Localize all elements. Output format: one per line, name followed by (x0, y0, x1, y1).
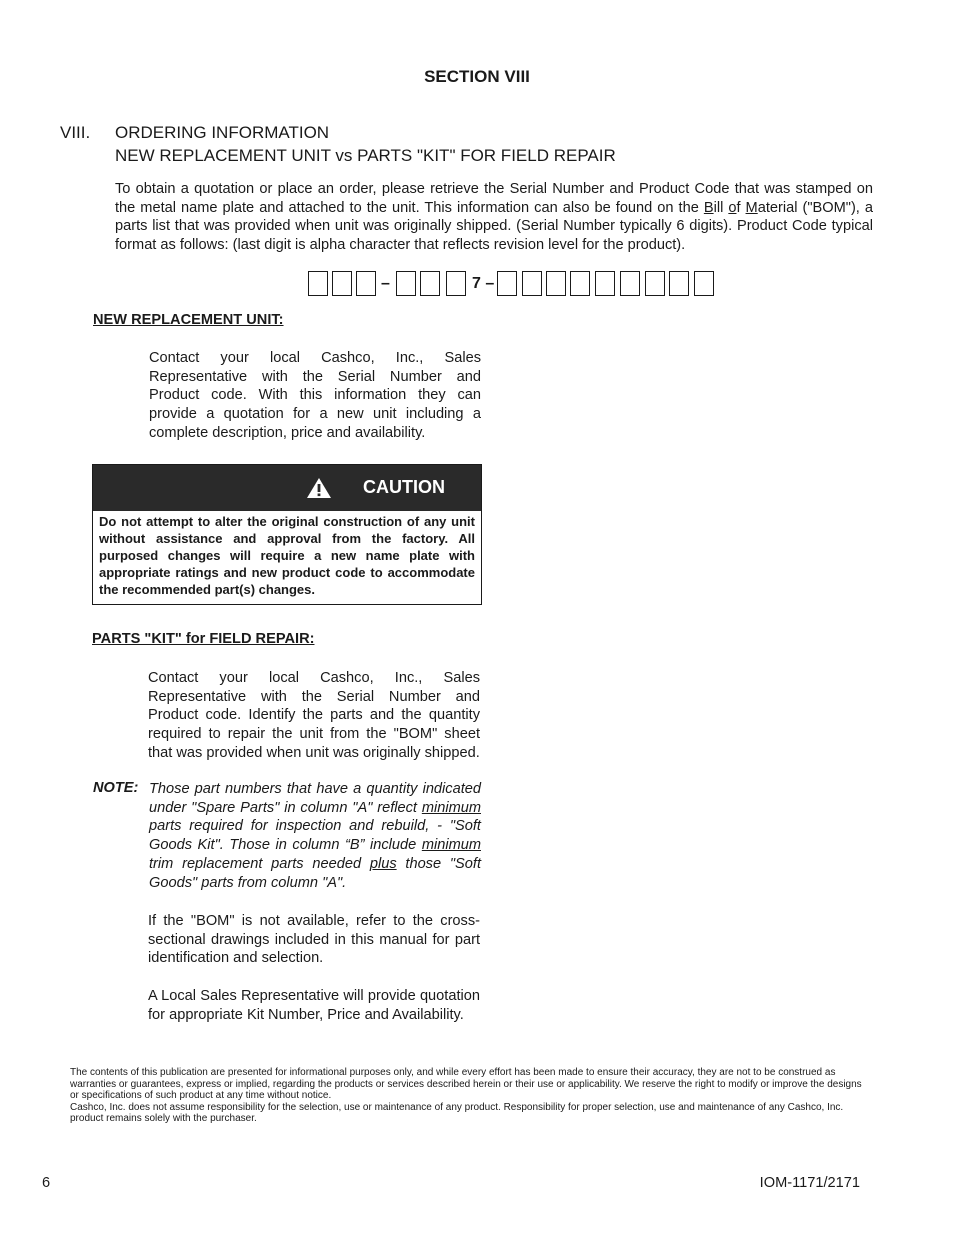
code-box (332, 271, 352, 296)
note-text-3: trim replacement parts needed (149, 855, 370, 872)
code-box (308, 271, 328, 296)
section-title: SECTION VIII (424, 67, 530, 86)
code-dash: – (381, 275, 390, 292)
note-label: NOTE: (93, 780, 139, 796)
code-box (620, 271, 640, 296)
new-unit-paragraph: Contact your local Cashco, Inc., Sales Representative with the Serial Number and Product code. With this information they can provide a quotation for a new unit including a complete description, price and availability. (149, 350, 481, 441)
section-number: VIII. (60, 123, 91, 142)
note-minimum-2: minimum (421, 837, 481, 854)
note-text-1: Those part numbers that have a quantity indicated under "Spare Parts" in column "A" reflect (149, 781, 481, 816)
code-box (396, 271, 416, 296)
caution-box (92, 464, 482, 605)
note-text (149, 780, 481, 892)
intro-m: M (745, 199, 758, 216)
code-box (356, 271, 376, 296)
code-box (446, 271, 466, 296)
intro-ill: ill (713, 199, 729, 216)
sales-rep-paragraph: A Local Sales Representative will provide quotation for appropriate Kit Number, Price and Availability. (148, 988, 480, 1023)
code-seven-dash: 7 – (472, 275, 495, 292)
intro-paragraph (115, 180, 873, 254)
document-id: IOM-1171/2171 (759, 1175, 860, 1191)
warning-triangle-icon (306, 477, 332, 499)
caution-title: CAUTION (363, 477, 445, 497)
note-minimum-1: minimum (421, 799, 481, 816)
page-number: 6 (42, 1175, 51, 1191)
intro-b: B (703, 199, 714, 216)
note-plus: plus (369, 855, 397, 872)
parts-kit-heading: PARTS "KIT" for FIELD REPAIR: (92, 631, 315, 647)
intro-o: o (728, 199, 737, 216)
new-unit-heading: NEW REPLACEMENT UNIT: (93, 312, 284, 328)
code-box (595, 271, 615, 296)
code-box (645, 271, 665, 296)
code-box (522, 271, 542, 296)
bom-paragraph: If the "BOM" is not available, refer to the cross-sectional drawings included in this manual for part identification and selection. (148, 913, 480, 967)
disclaimer-line-1: The contents of this publication are presented for informational purposes only, and while every effort has been made to ensure their accuracy, they are not to be construed as warranties or guarantees, express or implied, regarding the products or services described herein or their use or applicability. We reserve the right to modify or improve the designs or specifications of such product at any time without notice. (70, 1067, 862, 1101)
note-text-2: parts required for inspection and rebuild, - "Soft Goods Kit". Those in column “B” include (149, 818, 481, 854)
disclaimer-line-2: Cashco, Inc. does not assume responsibility for the selection, use or maintenance of any product. Responsibility for proper selection, use and maintenance of any Cashco, Inc. product remains solely with the purchaser. (70, 1101, 844, 1124)
parts-kit-paragraph: Contact your local Cashco, Inc., Sales Representative with the Serial Number and Product code. Identify the parts and the quantity required to repair the unit from the "BOM" sheet that was provided when unit was originally shipped. (148, 670, 480, 761)
heading-replacement-vs-kit: NEW REPLACEMENT UNIT vs PARTS "KIT" FOR FIELD REPAIR (115, 146, 616, 165)
note-text-4: those "Soft Goods" parts from column "A". (149, 855, 482, 891)
intro-text-2: aterial ("BOM"), a parts list that was provided when unit was originally shipped. (Serial Number typically 6 digits). Product Code typical format as follows: (last digit is alpha character that reflects revision level for the product). (115, 199, 873, 253)
caution-text: Do not attempt to alter the original construction of any unit without assistance and approval from the factory. All purposed changes will require a new name plate with appropriate ratings and new product code to accommodate the recommended part(s) changes. (99, 514, 475, 597)
intro-f: f (736, 199, 746, 216)
code-box (546, 271, 566, 296)
code-box (497, 271, 517, 296)
caution-header (93, 465, 481, 511)
intro-text-1: To obtain a quotation or place an order, please retrieve the Serial Number and Product Code that was stamped on the metal name plate and attached to the unit. This information can also be found on the (115, 181, 873, 216)
heading-ordering-information: ORDERING INFORMATION (115, 123, 330, 142)
disclaimer (70, 1067, 870, 1125)
code-box (694, 271, 714, 296)
code-box (570, 271, 590, 296)
code-box (420, 271, 440, 296)
code-box (669, 271, 689, 296)
